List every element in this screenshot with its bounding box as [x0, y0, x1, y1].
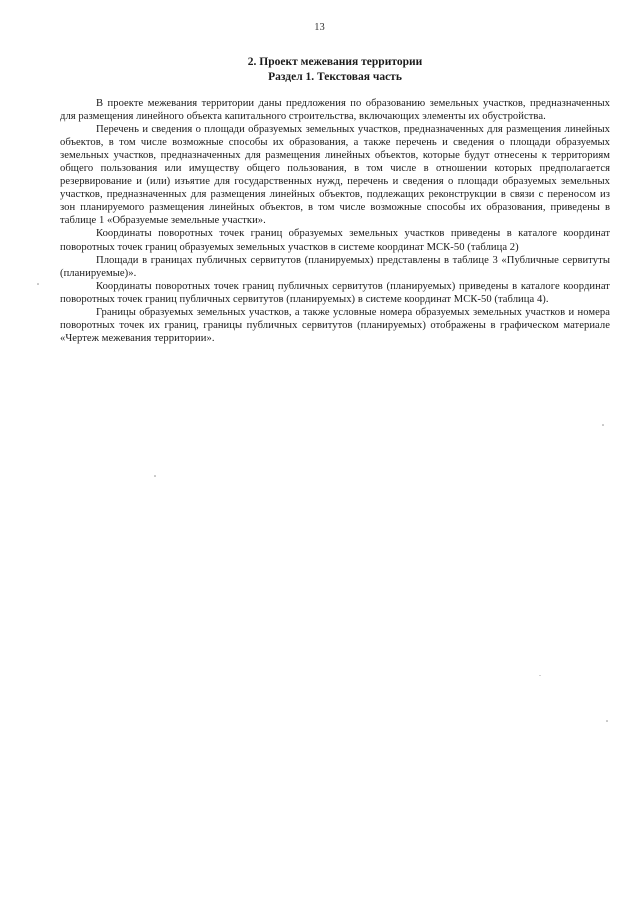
paragraph-intro: В проекте межевания территории даны предложения по образованию земельных участков, предназначенных для размещения линейного объекта капитального строительства, включающих элементы их обустройства. — [60, 98, 610, 123]
paragraph-land-plots-list: Перечень и сведения о площади образуемых земельных участков, предназначенных для размещения линейных объектов, в том числе возможные способы их образования, а также перечень и сведения о площади образуемых земельных участков, предназначенных для размещения линейных объектов, которые будут отнесены к территориям общего пользования или имуществу общего пользования, в том числе в отношении которых предполагается резервирование и (или) изъятие для государственных нужд, перечень и сведения о площади образуемых земельных участков, предназначенных для размещения линейных объектов, подлежащих реконструкции в связи с переносом из зон планируемого размещения линейных объектов, в том числе возможные способы их образования, приведены в таблице 1 «Образуемые земельные участки». — [60, 124, 610, 227]
section-title: 2. Проект межевания территории — [247, 56, 423, 68]
scan-speck — [602, 424, 604, 426]
paragraph-drawing-reference: Границы образуемых земельных участков, а также условные номера образуемых земельных участков и номера поворотных точек их границ, границы публичных сервитутов (планируемых) отображены в графическом материале «Чертеж межевания территории». — [60, 306, 610, 344]
paragraph-servitude-areas: Площади в границах публичных сервитутов (планируемых) представлены в таблице 3 «Публичные сервитуты (планируемые)». — [60, 254, 610, 279]
page-number: 13 — [314, 22, 325, 33]
scan-speck — [606, 720, 608, 722]
section-subtitle: Раздел 1. Текстовая часть — [268, 71, 402, 83]
scan-speck — [37, 283, 39, 285]
paragraph-land-plots-coordinates: Координаты поворотных точек границ образуемых земельных участков приведены в каталоге координат поворотных точек границ образуемых земельных участков в системе координат МСК-50 (таблица 2) — [60, 228, 610, 253]
scan-speck — [539, 675, 541, 676]
scan-speck — [154, 475, 156, 477]
body-text — [60, 97, 610, 345]
paragraph-servitude-coordinates: Координаты поворотных точек границ публичных сервитутов (планируемых) приведены в каталоге координат поворотных точек границ публичных сервитутов (планируемых) в системе координат МСК-50 (таблица 4). — [60, 280, 610, 305]
